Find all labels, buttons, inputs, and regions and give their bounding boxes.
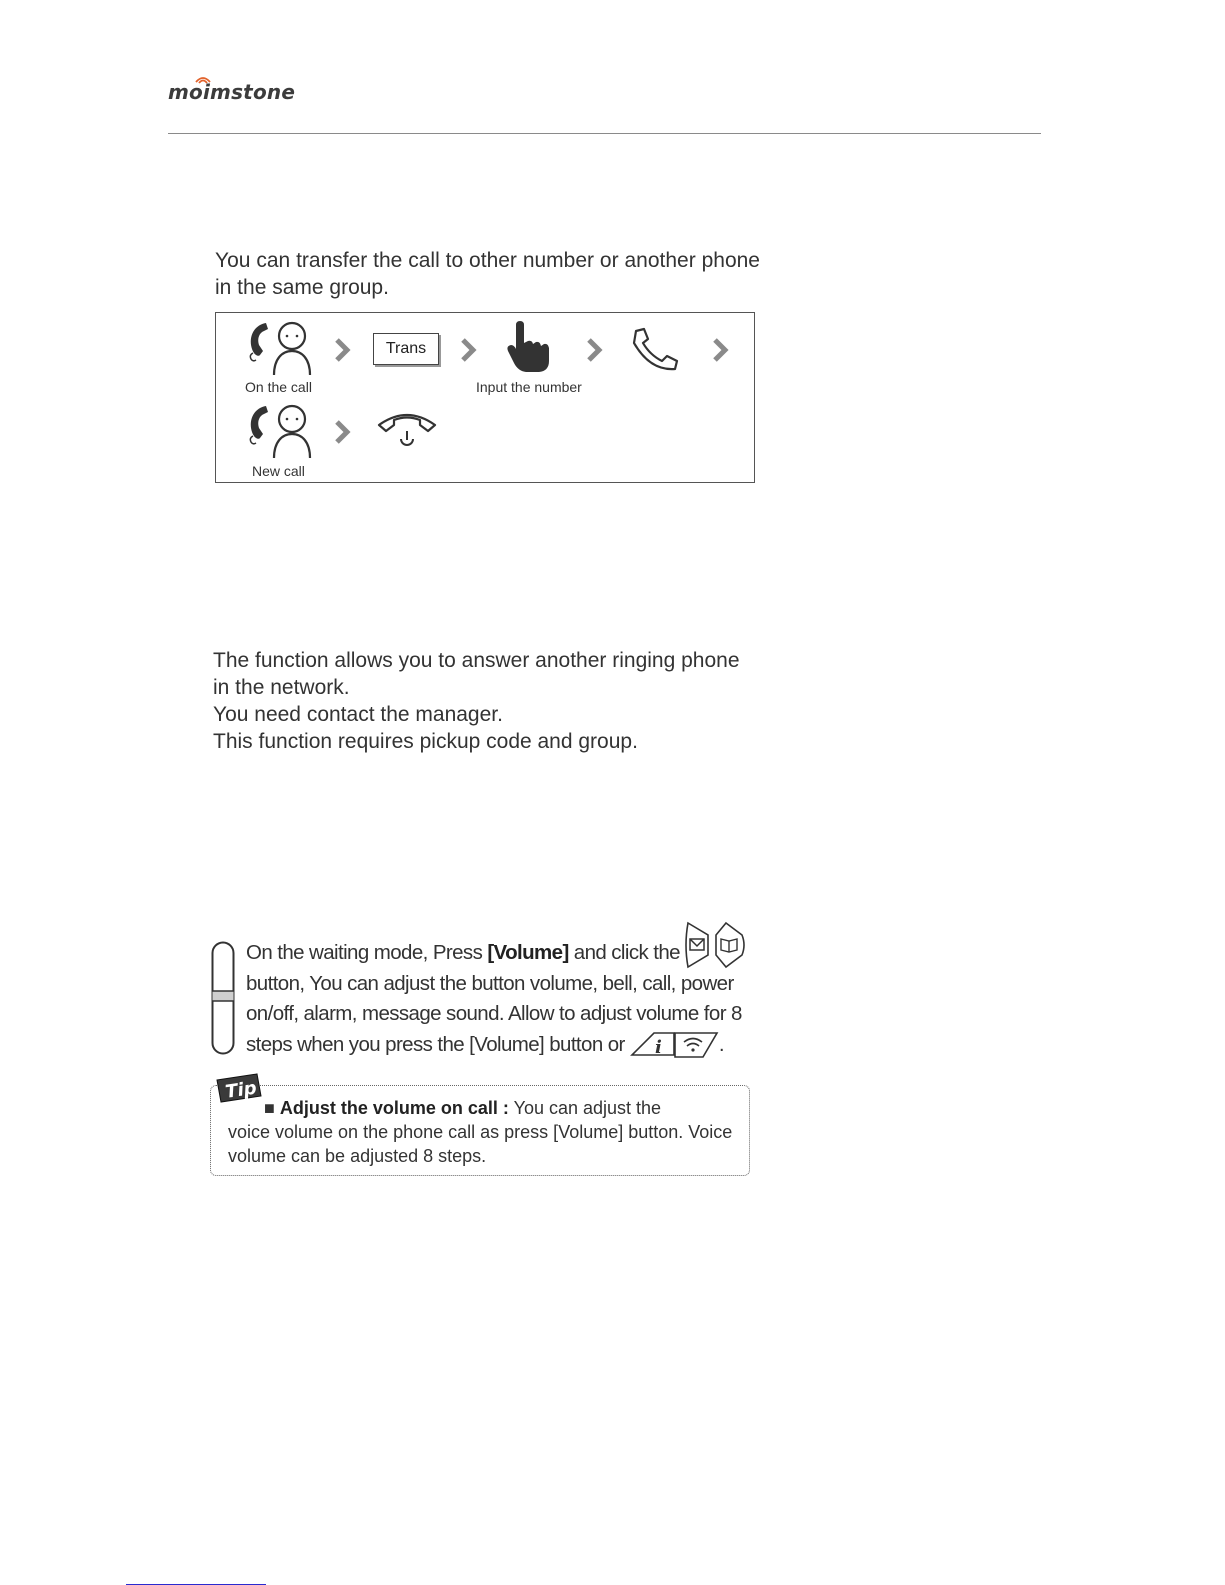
chevron-right-icon	[333, 338, 353, 362]
volume-text: .	[718, 1032, 724, 1056]
wifi-key-icon	[673, 1031, 719, 1059]
hang-up-power-icon	[376, 409, 438, 453]
pointing-hand-icon	[506, 321, 556, 373]
transfer-flow-diagram	[215, 312, 755, 483]
volume-text: On the waiting mode, Press	[246, 941, 488, 964]
chevron-right-icon	[585, 338, 605, 362]
pickup-line: You need contact the manager.	[213, 703, 503, 726]
logo-text: moimstone	[168, 80, 296, 104]
tip-box	[210, 1085, 750, 1176]
volume-description	[246, 938, 756, 1060]
step-input-number-label: Input the number	[476, 379, 582, 395]
chevron-right-icon	[711, 338, 731, 362]
pickup-line: in the network.	[213, 676, 350, 699]
tip-badge-label: Tip	[224, 1077, 258, 1103]
message-key-icon	[682, 921, 712, 969]
volume-key-name: [Volume]	[487, 941, 569, 964]
call-handset-icon	[630, 327, 688, 371]
step-new-call-label: New call	[252, 463, 305, 479]
trans-key: Trans	[373, 333, 439, 365]
pickup-line: This function requires pickup code and group.	[213, 730, 638, 753]
volume-text: and click the	[568, 941, 680, 964]
svg-text:i: i	[654, 1037, 662, 1059]
volume-text: button, You can adjust the button volume, bell, call, power on/off, alarm, message sound. Allow to adjust volume for 8 steps when you press the [Volume] button or	[246, 971, 742, 1056]
tip-heading: Adjust the volume on call :	[279, 1098, 509, 1118]
pickup-line: The function allows you to answer another ringing phone	[213, 649, 740, 672]
volume-key-icon	[211, 941, 235, 1055]
chevron-right-icon	[459, 338, 479, 362]
tip-body: You can adjust the	[508, 1098, 662, 1118]
chevron-right-icon	[333, 420, 353, 444]
brand-logo	[168, 78, 296, 108]
person-on-call-icon	[244, 319, 316, 377]
tip-bullet: ■	[264, 1098, 275, 1118]
person-new-call-icon	[244, 402, 316, 460]
header-divider	[168, 133, 1041, 134]
info-key-icon	[630, 1031, 676, 1059]
phonebook-key-icon	[712, 921, 746, 969]
tip-badge	[215, 1072, 263, 1104]
tip-text	[228, 1096, 738, 1168]
tip-body: voice volume on the phone call as press [Volume] button. Voice volume can be adjusted 8 steps.	[228, 1122, 733, 1166]
pickup-description	[213, 647, 773, 755]
transfer-description: You can transfer the call to other number or another phone in the same group.	[215, 249, 760, 299]
step-on-call-label: On the call	[245, 379, 312, 395]
